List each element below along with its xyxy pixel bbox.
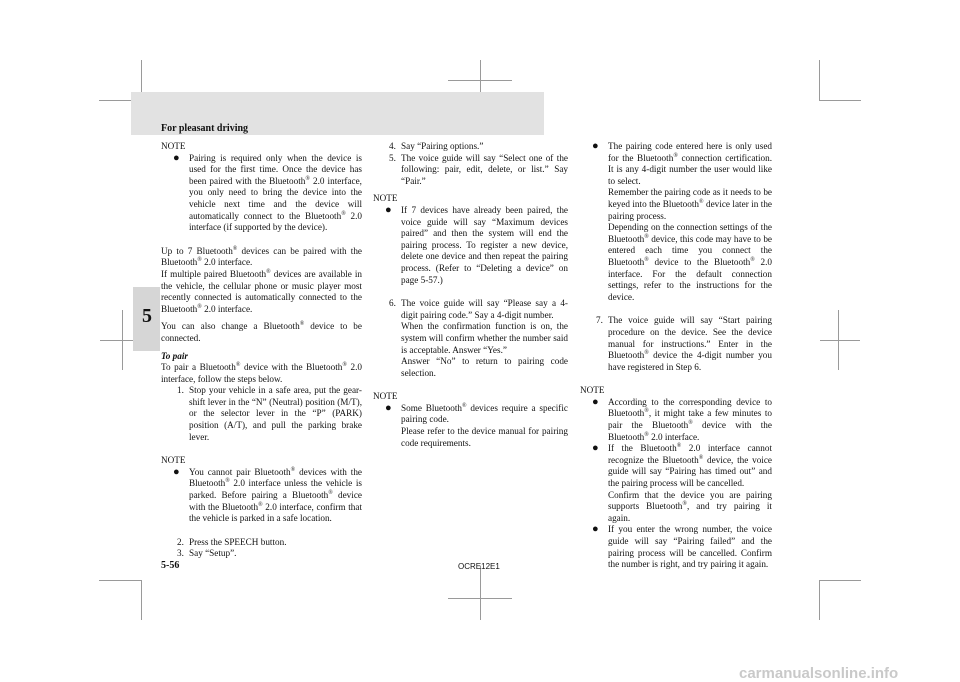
- step-number: 2.: [177, 536, 184, 547]
- step-item: [373, 298, 568, 379]
- bullet-text: You cannot pair Bluetooth® devices with the Bluetooth® 2.0 interface unless the vehicle is parked. Before pairing a Bluetooth® device with the Bluetooth® 2.0 interface, confirm that the vehicle is parked in a safe location.: [189, 466, 362, 524]
- note-bullet: [161, 467, 362, 525]
- paragraph: If multiple paired Bluetooth® devices are available in the vehicle, the cellular phone or music player most recently connected is automatically connected to the Bluetooth® 2.0 interface.: [161, 268, 362, 314]
- note-bullet: [373, 205, 568, 286]
- step-text: When the confirmation function is on, the system will confirm whether the number said is acceptable. Answer “Yes.”: [401, 321, 568, 355]
- step-number: 4.: [389, 141, 396, 151]
- crop-mark: [819, 60, 820, 100]
- bullet-text: Some Bluetooth® devices require a specific pairing code.: [401, 402, 568, 425]
- step-number: 6.: [389, 298, 396, 309]
- step-item: [161, 537, 362, 549]
- middle-column: [373, 141, 568, 449]
- crop-mark: [819, 580, 820, 620]
- crop-mark: [448, 598, 512, 599]
- bullet-text: If you enter the wrong number, the voice guide will say “Pairing failed” and the pairing process will be cancelled. Confirm the number is right, and try pairing it again.: [608, 524, 772, 570]
- bullet-icon: ●: [173, 151, 180, 164]
- note-bullet: [373, 403, 568, 449]
- bullet-text: Confirm that the device you are pairing supports Bluetooth®, and try pairing it again.: [608, 489, 772, 523]
- document-code: OCRE12E1: [458, 562, 500, 571]
- crop-mark: [819, 580, 861, 581]
- bullet-icon: ●: [385, 401, 392, 414]
- note-label: NOTE: [161, 455, 186, 466]
- step-item: [373, 141, 568, 153]
- paragraph: Up to 7 Bluetooth® devices can be paired with the Bluetooth® 2.0 interface.: [161, 245, 362, 268]
- crop-mark: [820, 340, 860, 341]
- bullet-text: If the Bluetooth® 2.0 interface cannot recognize the Bluetooth® device, the voice guide will say “Pairing has timed out” and the pairing process will be cancelled.: [608, 443, 772, 489]
- bullet-icon: ●: [592, 442, 599, 455]
- crop-mark: [99, 580, 141, 581]
- bullet-text: Depending on the connection settings of the Bluetooth® device, this code may have to be entered each time you connect the Bluetooth® device to the Bluetooth® 2.0 interface. For the default connection settings, refer to the instructions for the device.: [608, 222, 772, 302]
- crop-mark: [141, 580, 142, 620]
- note-label: NOTE: [161, 141, 186, 151]
- step-text: Press the SPEECH button.: [189, 536, 287, 547]
- step-text: Stop your vehicle in a safe area, put the gear-shift lever in the “N” (Neutral) position (M/T), or the selector lever in the “P” (PARK) position (A/T), and pull the parking brake lever.: [189, 385, 362, 442]
- bullet-text: Please refer to the device manual for pairing code requirements.: [401, 426, 568, 448]
- note-bullet: [161, 153, 362, 234]
- bullet-icon: ●: [385, 203, 392, 216]
- step-item: [161, 385, 362, 443]
- step-item: [161, 548, 362, 560]
- note-bullet: [580, 141, 772, 303]
- chapter-number: 5: [142, 305, 152, 327]
- bullet-icon: ●: [592, 395, 599, 408]
- crop-mark: [480, 566, 481, 620]
- step-number: 3.: [177, 548, 184, 559]
- paragraph: You can also change a Bluetooth® device to be connected.: [161, 321, 362, 343]
- watermark: carmanualsonline.info: [739, 665, 899, 682]
- subheading: To pair: [161, 350, 188, 361]
- note-label: NOTE: [373, 391, 398, 402]
- step-item: [580, 315, 772, 373]
- step-text: The voice guide will say “Start pairing procedure on the device. See the device manual for instructions.” Enter in the Bluetooth® device the 4-digit number you have registered in Step 6.: [608, 315, 772, 372]
- bullet-text: If 7 devices have already been paired, the voice guide will say “Maximum devices paired” and then the system will end the pairing process. To register a new device, delete one device and then repeat the pairing process. (Refer to “Deleting a device” on page 5-57.): [401, 204, 568, 285]
- step-number: 1.: [177, 385, 184, 396]
- page-number: 5-56: [161, 560, 180, 571]
- step-text: Say “Pairing options.”: [401, 141, 484, 151]
- bullet-text: Remember the pairing code as it needs to be keyed into the Bluetooth® device later in the pairing process.: [608, 187, 772, 221]
- page-header-title: For pleasant driving: [161, 123, 249, 134]
- step-item: [373, 153, 568, 188]
- note-label: NOTE: [373, 193, 398, 204]
- left-column: [161, 141, 362, 560]
- crop-mark: [819, 100, 861, 101]
- bullet-text: The pairing code entered here is only used for the Bluetooth® connection certification. It is any 4-digit number the user would like to select.: [608, 141, 772, 186]
- step-text: Answer “No” to return to pairing code selection.: [401, 356, 568, 378]
- step-number: 7.: [596, 315, 603, 326]
- note-bullet: [580, 524, 772, 570]
- step-text: The voice guide will say “Please say a 4-digit pairing code.” Say a 4-digit number.: [401, 298, 568, 320]
- step-text: The voice guide will say “Select one of the following: pair, edit, delete, or list.” Say “Pair.”: [401, 152, 568, 186]
- step-number: 5.: [389, 152, 396, 163]
- note-label: NOTE: [580, 385, 605, 396]
- bullet-text: Pairing is required only when the device is used for the first time. Once the device has been paired with the Bluetooth® 2.0 interface, you only need to bring the device into the vehicle next time and the device will automatically connect to the Bluetooth® 2.0 interface (if supported by the device).: [189, 152, 363, 233]
- bullet-icon: ●: [173, 465, 180, 478]
- note-bullet: [580, 397, 772, 443]
- note-bullet: [580, 443, 772, 524]
- paragraph: To pair a Bluetooth® device with the Bluetooth® 2.0 interface, follow the steps below.: [161, 362, 362, 384]
- crop-mark: [448, 80, 512, 81]
- right-column: [580, 141, 772, 571]
- bullet-icon: ●: [592, 523, 599, 536]
- step-text: Say “Setup”.: [189, 548, 237, 559]
- bullet-text: According to the corresponding device to Bluetooth®, it might take a few minutes to pair the Bluetooth® device with the Bluetooth® 2.0 interface.: [608, 396, 772, 442]
- bullet-icon: ●: [592, 140, 599, 152]
